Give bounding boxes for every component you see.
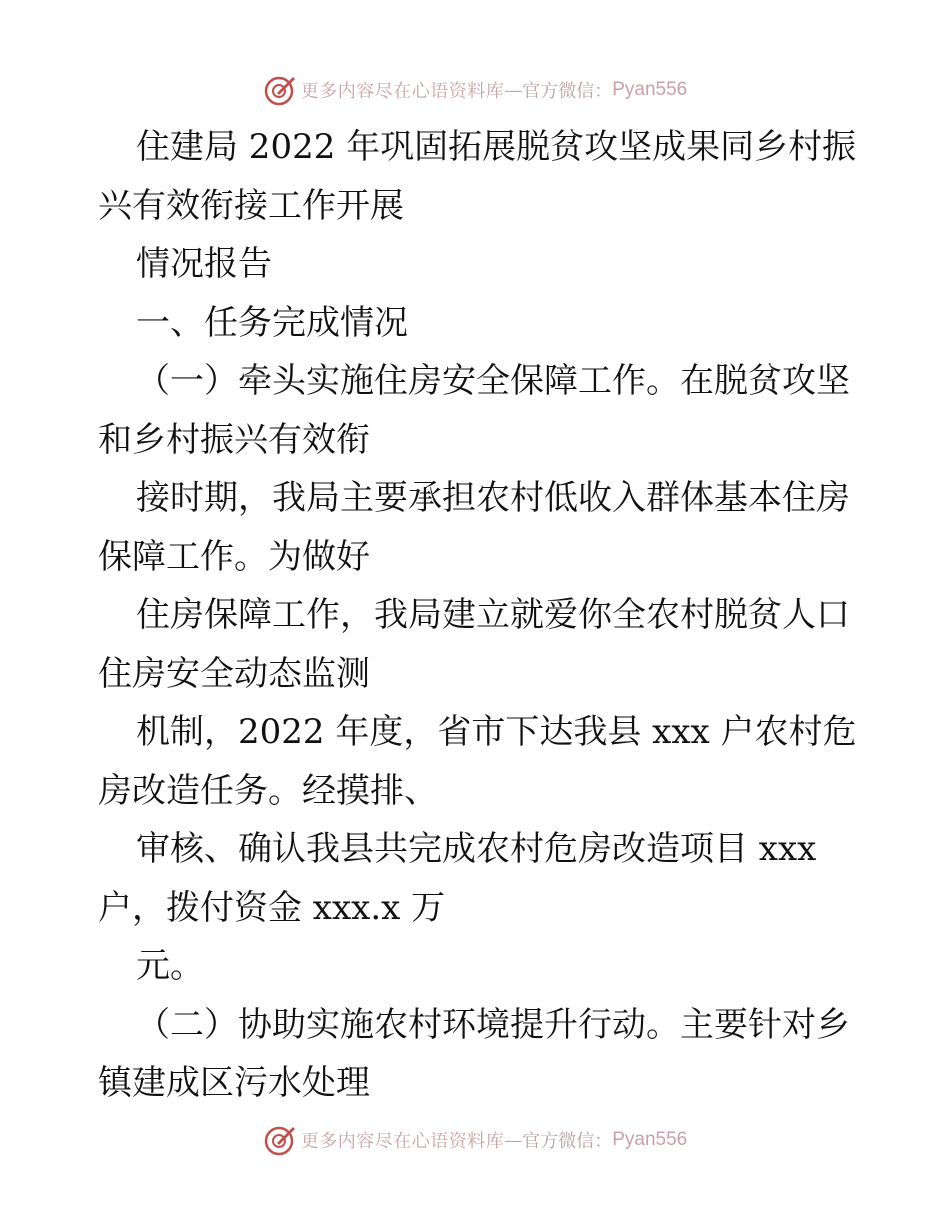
paragraph-line: 保障工作。为做好 bbox=[98, 536, 370, 577]
footer-watermark bbox=[0, 1122, 950, 1158]
title-line-2: 兴有效衔接工作开展 bbox=[98, 185, 404, 226]
watermark-handle: Pyan556 bbox=[612, 79, 688, 100]
pen-logo-icon bbox=[263, 1123, 297, 1157]
title-line-1: 住建局 2022 年巩固拓展脱贫攻坚成果同乡村振 bbox=[136, 127, 857, 167]
section-heading: 一、任务完成情况 bbox=[136, 302, 408, 343]
paragraph-line: 房改造任务。经摸排、 bbox=[98, 770, 438, 811]
watermark-wechat-label: 官方微信： bbox=[522, 81, 613, 102]
paragraph-line: 机制，2022 年度，省市下达我县 xxx 户农村危 bbox=[136, 712, 857, 752]
paragraph-line: （二）协助实施农村环境提升行动。主要针对乡 bbox=[136, 1004, 850, 1045]
paragraph-line: 元。 bbox=[136, 946, 204, 986]
document-body bbox=[98, 118, 858, 1113]
paragraph-line: 镇建成区污水处理 bbox=[98, 1063, 370, 1103]
watermark-handle: Pyan556 bbox=[612, 1129, 688, 1150]
paragraph-line: （一）牵头实施住房安全保障工作。在脱贫攻坚 bbox=[136, 361, 850, 401]
watermark-brand-text: 更多内容尽在心语资料库 bbox=[300, 1131, 505, 1152]
pen-logo-icon bbox=[263, 73, 297, 107]
paragraph-line: 接时期，我局主要承担农村低收入群体基本住房 bbox=[136, 478, 850, 518]
paragraph-line: 审核、确认我县共完成农村危房改造项目 xxx bbox=[136, 829, 817, 869]
watermark-dash: — bbox=[504, 1129, 523, 1151]
paragraph-line: 户，拨付资金 xxx.x 万 bbox=[98, 887, 446, 928]
watermark-wechat-label: 官方微信： bbox=[522, 1131, 613, 1152]
paragraph-line: 住房保障工作，我局建立就爱你全农村脱贫人口 bbox=[136, 595, 850, 635]
paragraph-line: 和乡村振兴有效衔 bbox=[98, 419, 370, 460]
header-watermark bbox=[0, 72, 950, 108]
watermark-brand-text: 更多内容尽在心语资料库 bbox=[300, 81, 505, 102]
paragraph-line: 住房安全动态监测 bbox=[98, 653, 370, 694]
title-line-3: 情况报告 bbox=[136, 244, 272, 284]
watermark-dash: — bbox=[504, 79, 523, 101]
